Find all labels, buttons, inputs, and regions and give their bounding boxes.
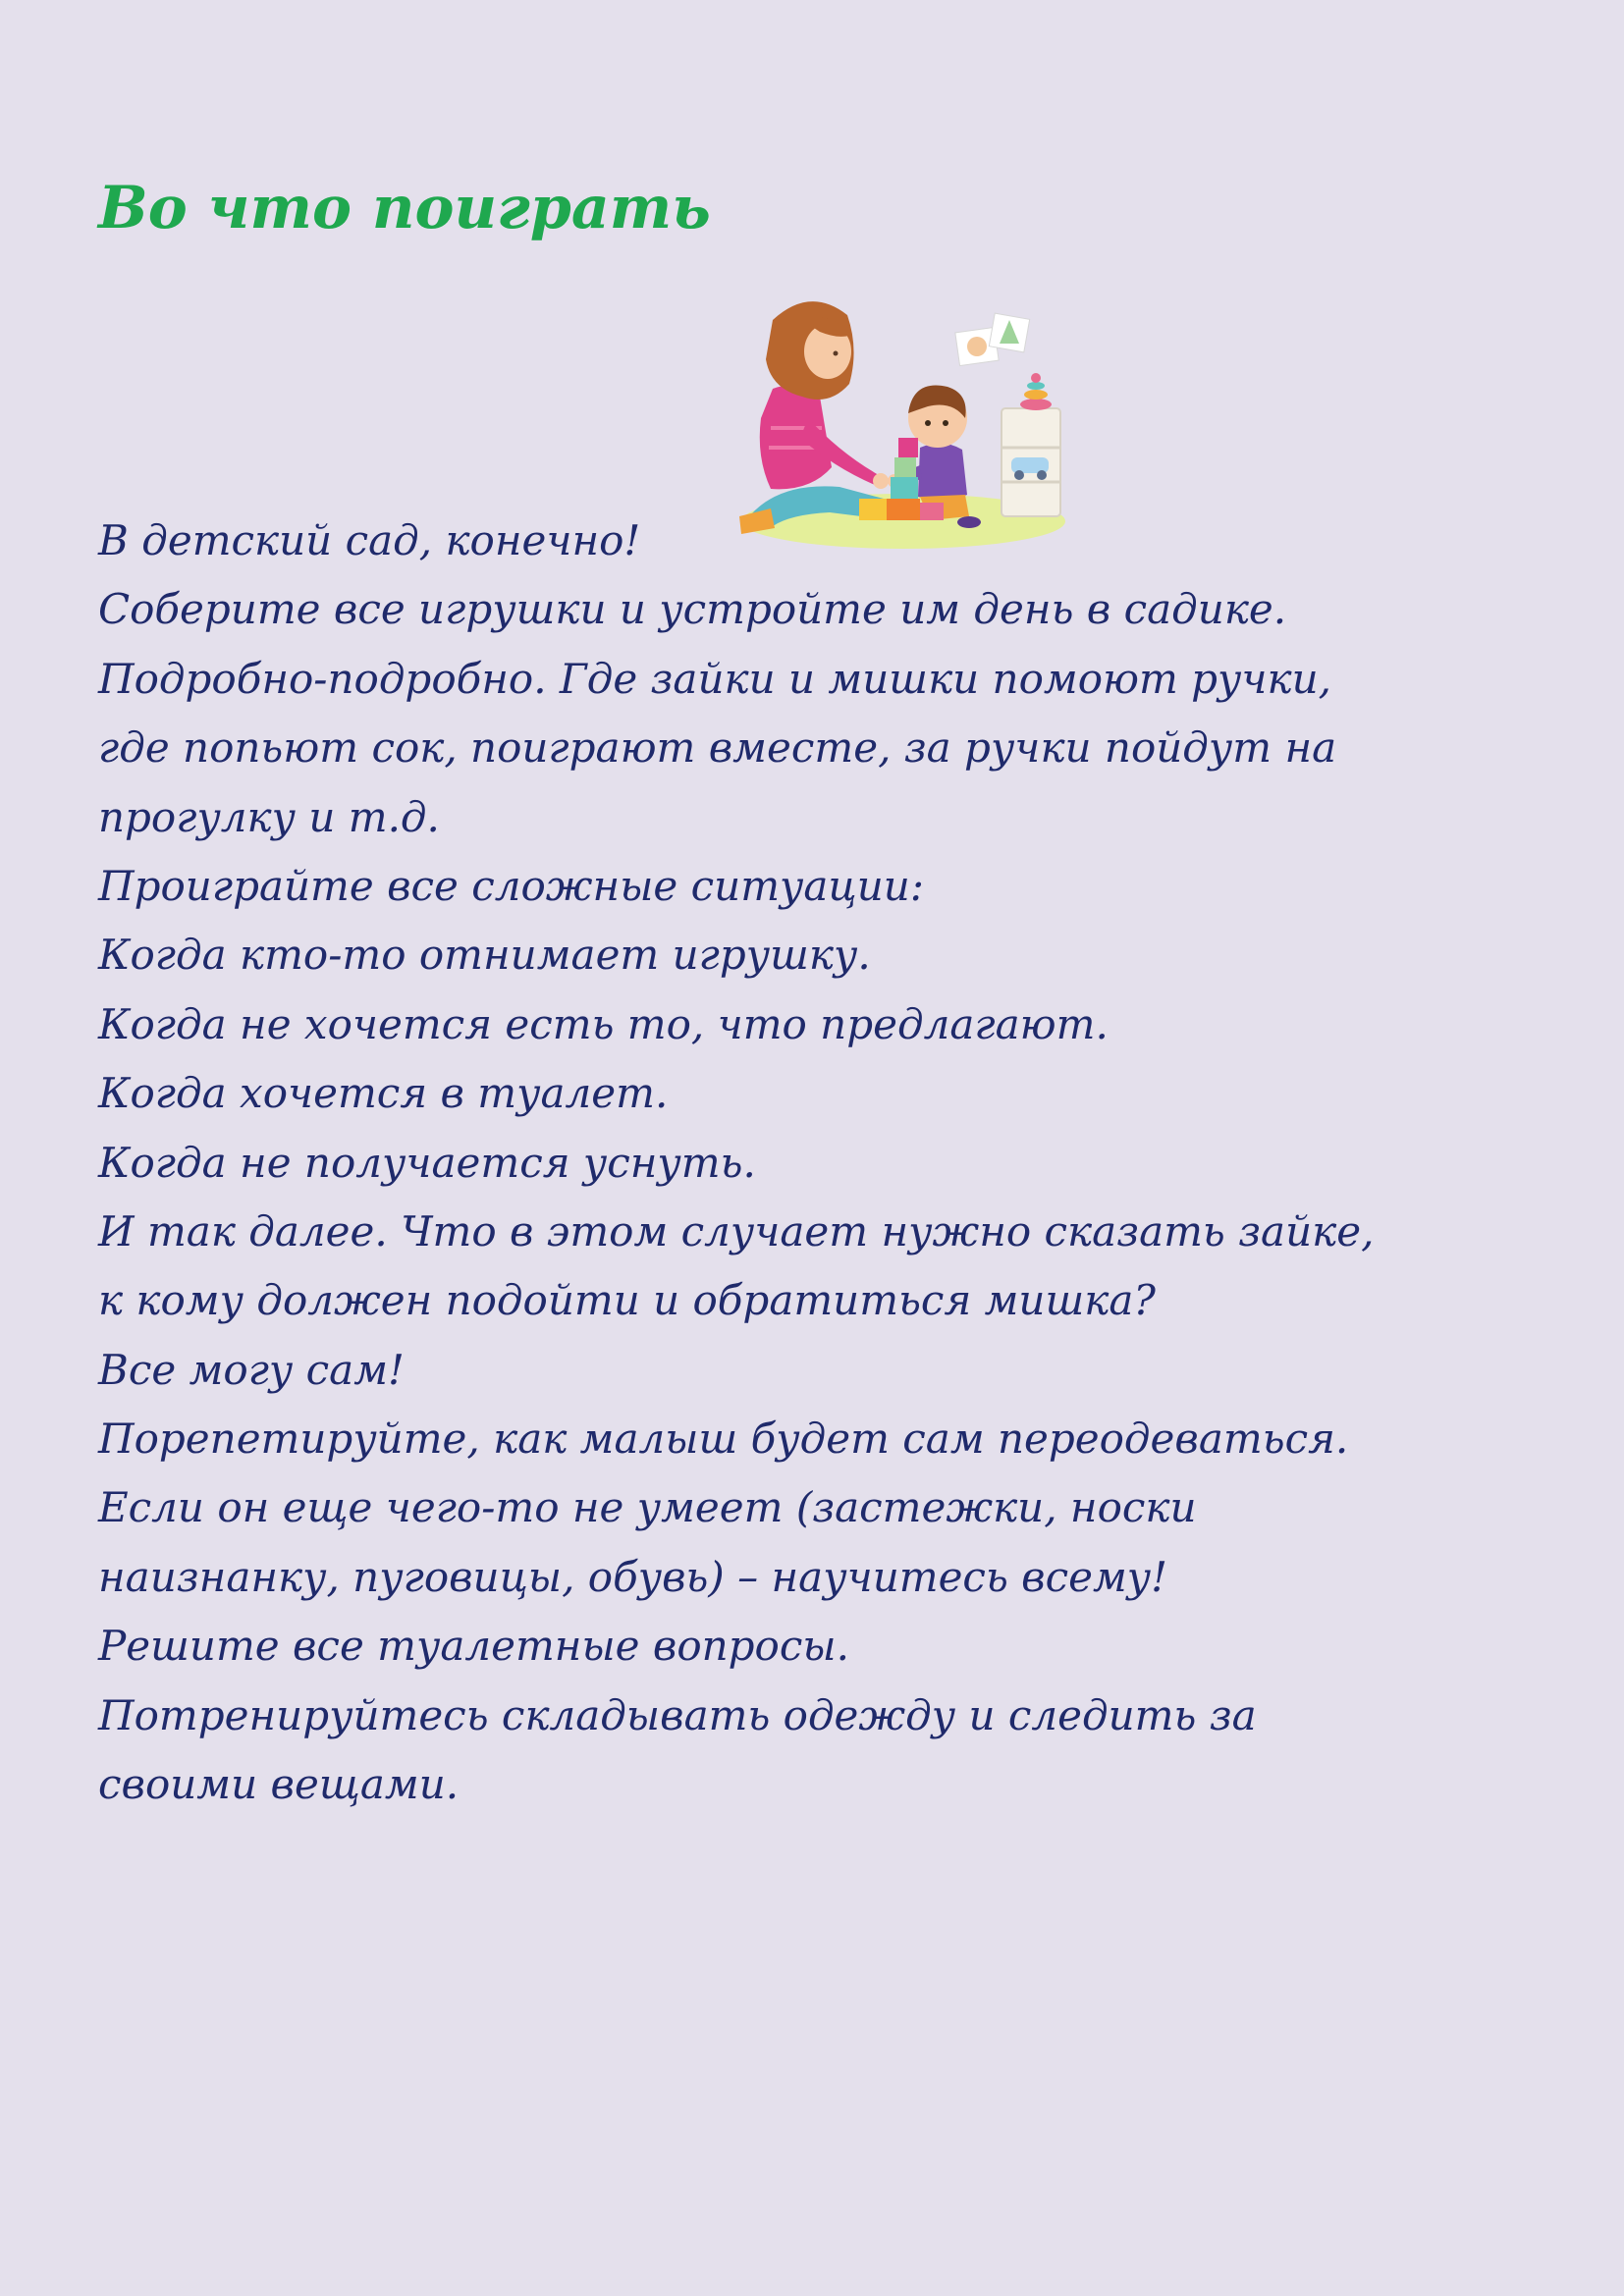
- text-line: Порепетируйте, как малыш будет сам переодеваться.: [98, 1415, 1349, 1464]
- text-line: где попьют сок, поиграют вместе, за ручки пойдут на: [98, 723, 1337, 773]
- page-title: Во что поиграть: [98, 174, 711, 242]
- text-line: Соберите все игрушки и устройте им день в садике.: [98, 585, 1287, 634]
- text-line: наизнанку, пуговицы, обувь) – научитесь всему!: [98, 1552, 1168, 1601]
- body-text: [98, 507, 1532, 1819]
- text-line: Когда не получается уснуть.: [98, 1138, 756, 1187]
- text-line: Подробно-подробно. Где зайки и мишки помоют ручки,: [98, 654, 1332, 703]
- text-line: Если он еще чего-то не умеет (застежки, носки: [98, 1483, 1197, 1532]
- text-line: прогулку и т.д.: [98, 792, 440, 841]
- text-line: Потренируйтесь складывать одежду и следить за: [98, 1690, 1257, 1739]
- text-line: В детский сад, конечно!: [98, 516, 641, 564]
- text-line: Все могу сам!: [98, 1345, 405, 1394]
- text-line: Когда не хочется есть то, что предлагают.: [98, 999, 1109, 1048]
- text-line: Когда кто-то отнимает игрушку.: [98, 931, 871, 980]
- text-line: к кому должен подойти и обратиться мишка?: [98, 1276, 1156, 1325]
- text-line: Когда хочется в туалет.: [98, 1069, 669, 1118]
- text-line: Решите все туалетные вопросы.: [98, 1622, 849, 1671]
- text-line: своими вещами.: [98, 1760, 460, 1809]
- text-line: Проиграйте все сложные ситуации:: [98, 861, 924, 910]
- text-line: И так далее. Что в этом случает нужно сказать зайке,: [98, 1206, 1375, 1255]
